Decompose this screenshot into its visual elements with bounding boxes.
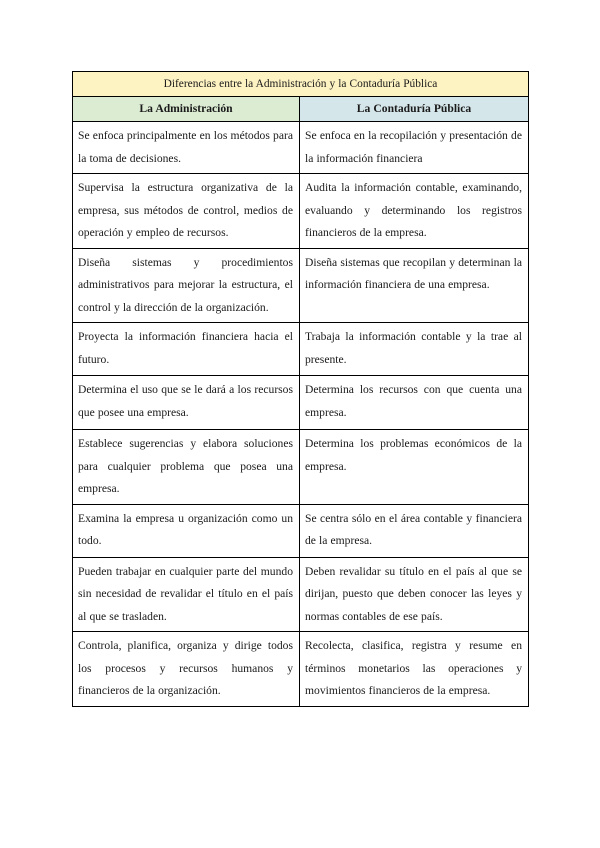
table-title-row bbox=[73, 72, 529, 97]
table-row bbox=[73, 376, 529, 430]
cell-contaduria: Audita la información contable, examinando, evaluando y determinando los registros financieros de la empresa. bbox=[300, 174, 529, 249]
table-row bbox=[73, 504, 529, 557]
cell-contaduria: Recolecta, clasifica, registra y resume en términos monetarios las operaciones y movimientos financieros de la empresa. bbox=[300, 632, 529, 707]
cell-administracion: Pueden trabajar en cualquier parte del mundo sin necesidad de revalidar el título en el país al que se trasladen. bbox=[73, 557, 300, 632]
comparison-table bbox=[72, 71, 529, 707]
table-header-row bbox=[73, 97, 529, 122]
cell-contaduria: Determina los recursos con que cuenta una empresa. bbox=[300, 376, 529, 430]
table-row bbox=[73, 122, 529, 174]
cell-contaduria: Se centra sólo en el área contable y financiera de la empresa. bbox=[300, 504, 529, 557]
cell-administracion: Establece sugerencias y elabora soluciones para cualquier problema que posea una empresa. bbox=[73, 430, 300, 505]
table-row bbox=[73, 557, 529, 632]
cell-administracion: Diseña sistemas y procedimientos administrativos para mejorar la estructura, el control y la dirección de la organización. bbox=[73, 248, 300, 323]
cell-contaduria: Deben revalidar su título en el país al que se dirijan, puesto que deben conocer las leyes y normas contables de ese país. bbox=[300, 557, 529, 632]
cell-administracion: Controla, planifica, organiza y dirige todos los procesos y recursos humanos y financieros de la organización. bbox=[73, 632, 300, 707]
cell-administracion: Proyecta la información financiera hacia el futuro. bbox=[73, 323, 300, 376]
table-title: Diferencias entre la Administración y la Contaduría Pública bbox=[73, 72, 529, 97]
table-row bbox=[73, 323, 529, 376]
table-row bbox=[73, 248, 529, 323]
cell-contaduria: Se enfoca en la recopilación y presentación de la información financiera bbox=[300, 122, 529, 174]
cell-contaduria: Diseña sistemas que recopilan y determinan la información financiera de una empresa. bbox=[300, 248, 529, 323]
column-header-administracion: La Administración bbox=[73, 97, 300, 122]
table-row bbox=[73, 174, 529, 249]
table-row bbox=[73, 632, 529, 707]
cell-administracion: Determina el uso que se le dará a los recursos que posee una empresa. bbox=[73, 376, 300, 430]
table-row bbox=[73, 430, 529, 505]
cell-contaduria: Determina los problemas económicos de la empresa. bbox=[300, 430, 529, 505]
cell-contaduria: Trabaja la información contable y la trae al presente. bbox=[300, 323, 529, 376]
column-header-contaduria: La Contaduría Pública bbox=[300, 97, 529, 122]
cell-administracion: Se enfoca principalmente en los métodos para la toma de decisiones. bbox=[73, 122, 300, 174]
cell-administracion: Supervisa la estructura organizativa de la empresa, sus métodos de control, medios de operación y empleo de recursos. bbox=[73, 174, 300, 249]
cell-administracion: Examina la empresa u organización como un todo. bbox=[73, 504, 300, 557]
